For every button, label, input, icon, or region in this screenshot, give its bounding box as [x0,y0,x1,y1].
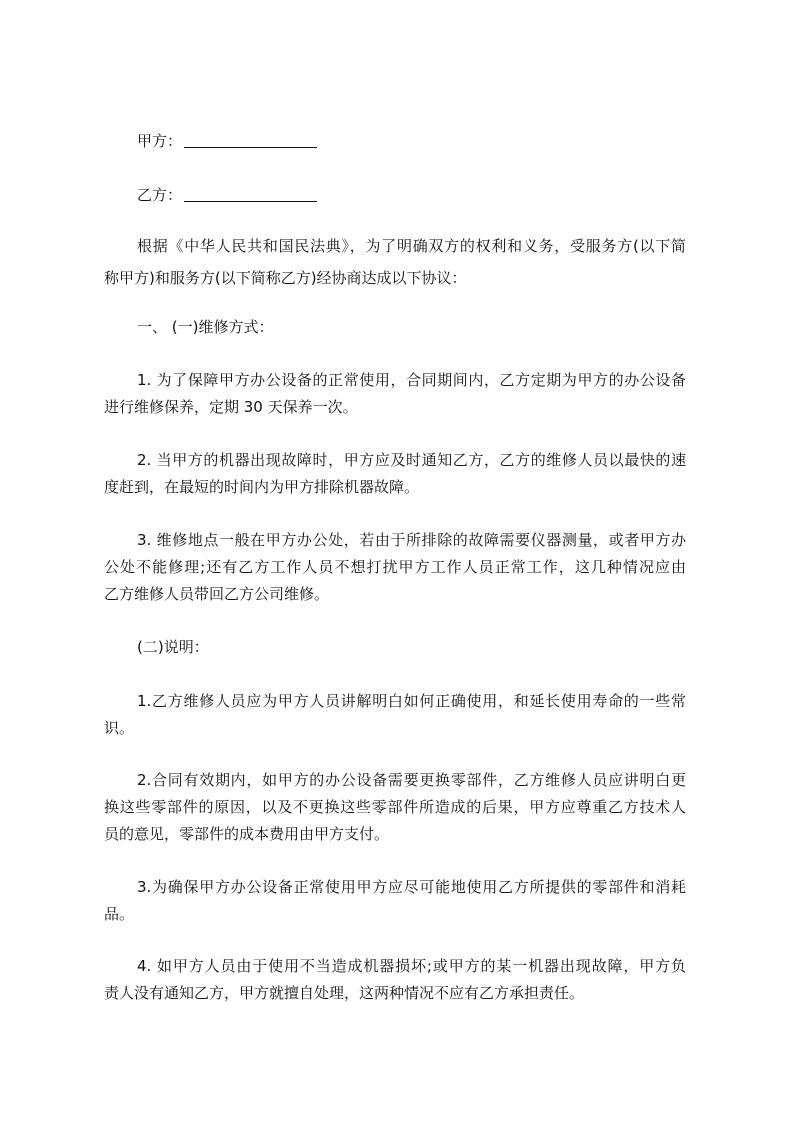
party-a-line [137,131,686,151]
text-line: 公处不能修理;还有乙方工作人员不想打扰甲方工作人员正常工作，这几种情况应由 [104,558,686,576]
party-a-label: 甲方： [137,132,183,150]
party-a-blank[interactable] [184,133,317,148]
text-line: 责人没有通知乙方，甲方就擅自处理，这两种情况不应有乙方承担责任。 [104,984,585,1002]
text-line: 3. 维修地点一般在甲方办公处，若由于所排除的故障需要仪器测量，或者甲方办 [137,531,686,549]
text-line: 3.为确保甲方办公设备正常使用甲方应尽可能地使用乙方所提供的零部件和消耗 [137,878,686,896]
party-b-line [137,185,686,205]
text-line: 1.乙方维修人员应为甲方人员讲解明白如何正确使用，和延长使用寿命的一些常 [137,692,686,710]
text-line: 乙方维修人员带回乙方公司维修。 [104,585,330,603]
party-b-label: 乙方： [137,186,183,204]
text-line: 称甲方)和服务方(以下简称乙方)经协商达成以下协议： [104,269,467,287]
text-line: 4. 如甲方人员由于使用不当造成机器损坏;或甲方的某一机器出现故障，甲方负 [137,957,686,975]
section2-heading: (二)说明： [137,638,209,656]
section1-heading: 一、 (一)维修方式： [137,318,274,336]
text-line: 品。 [104,905,135,923]
text-line: 根据《中华人民共和国民法典》，为了明确双方的权利和义务，受服务方(以下简 [137,237,686,255]
text-line: 员的意见，零部件的成本费用由甲方支付。 [104,825,390,843]
text-line: 2.合同有效期内，如甲方的办公设备需要更换零部件，乙方维修人员应讲明白更 [137,771,686,789]
text-line: 2. 当甲方的机器出现故障时，甲方应及时通知乙方，乙方的维修人员以最快的速 [137,451,686,469]
text-line: 度赶到，在最短的时间内为甲方排除机器故障。 [104,478,420,496]
text-line: 1. 为了保障甲方办公设备的正常使用，合同期间内，乙方定期为甲方的办公设备 [137,371,686,389]
text-line: 识。 [104,719,135,737]
text-line: 换这些零部件的原因，以及不更换这些零部件所造成的后果，甲方应尊重乙方技术人 [104,798,686,816]
text-line: 进行维修保养，定期 30 天保养一次。 [104,398,358,416]
party-b-blank[interactable] [184,187,317,202]
